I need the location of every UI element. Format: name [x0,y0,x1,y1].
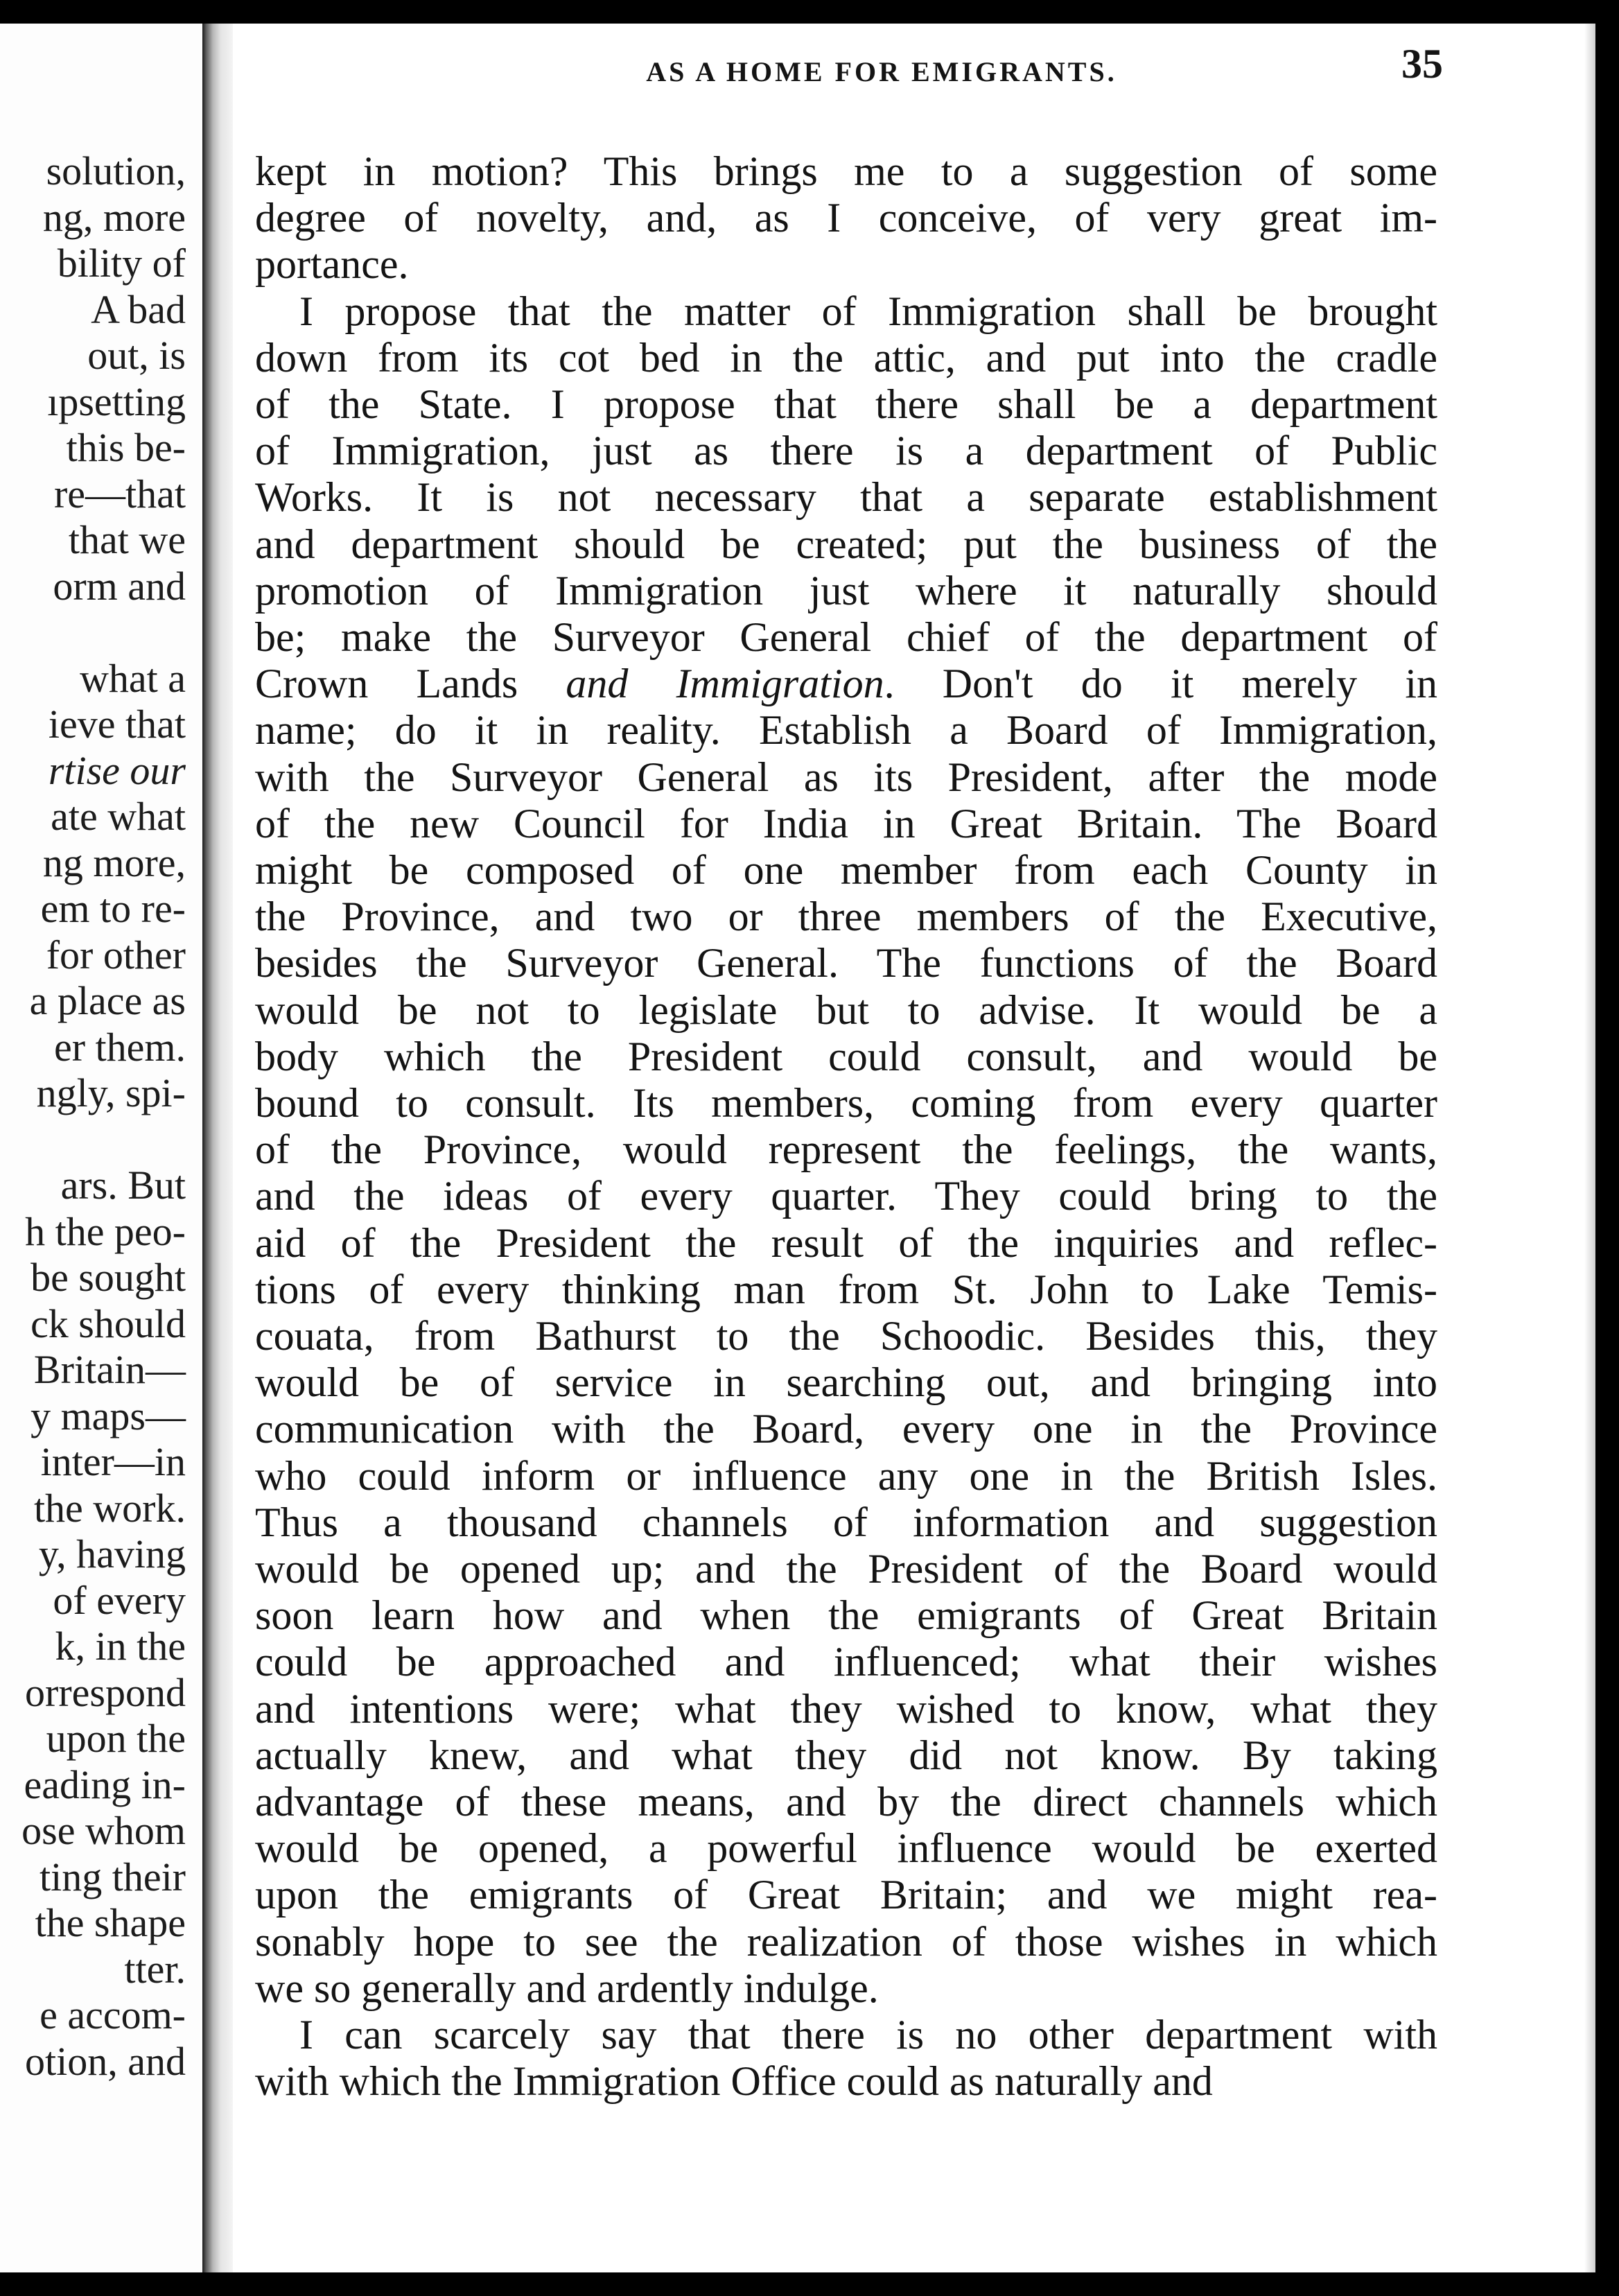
left-text-fragment: ıpsetting [47,379,186,424]
text-line: actually knew, and what they did not know. By taking [255,1732,1437,1778]
text-line: sonably hope to see the realization of those wishes in which [255,1918,1437,1965]
text-line: of Immigration, just as there is a department of Public [255,428,1437,474]
text-line: and the ideas of every quarter. They could bring to the [255,1173,1437,1219]
left-text-fragment: solution, [46,148,186,193]
left-text-fragment: h the peo- [25,1208,186,1254]
text-line: the Province, and two or three members of the Executive, [255,894,1437,940]
left-text-fragment: ng more, [42,840,186,885]
left-text-fragment: inter—in [40,1439,186,1484]
text-line: bound to consult. Its members, coming from every quarter [255,1080,1437,1126]
text-line: of the State. I propose that there shall be a department [255,381,1437,427]
text-line: tions of every thinking man from St. John to Lake Temis- [255,1266,1437,1312]
text-line: name; do it in reality. Establish a Board of Immigration, [255,707,1437,754]
left-text-fragment: ng, more [42,194,186,240]
text-line: we so generally and ardently indulge. [255,1965,879,2011]
text-line: would be opened, a powerful influence would be exerted [255,1825,1437,1872]
left-text-fragment: orrespond [25,1669,186,1715]
text-line: I propose that the matter of Immigration shall be brought [299,288,1437,334]
text-line: with which the Immigration Office could as naturally and [255,2058,1213,2105]
left-text-fragment: bility of [57,241,186,286]
text-line: would be of service in searching out, and bringing into [255,1359,1437,1406]
left-text-fragment: tter. [124,1946,186,1992]
left-text-fragment: A bad [91,286,186,332]
text-line: aid of the President the result of the inquiries and reflec- [255,1219,1437,1266]
text-line: Crown Lands and Immigration. Don't do it merely in [255,661,1437,707]
page-number: 35 [1401,41,1443,87]
left-text-fragment: ate what [51,794,186,839]
text-line: degree of novelty, and, as I conceive, of very great im- [255,195,1437,241]
text-line: Thus a thousand channels of information and suggestion [255,1499,1437,1545]
text-line: upon the emigrants of Great Britain; and we might rea- [255,1872,1437,1918]
left-text-fragment: ose whom [21,1808,186,1853]
text-line: and department should be created; put the business of the [255,521,1437,567]
text-line: of the new Council for India in Great Britain. The Board [255,800,1437,846]
left-text-fragment: a place as [29,978,186,1023]
left-text-fragment: y, having [38,1531,186,1576]
left-text-fragment: ngly, spi- [36,1070,186,1115]
left-text-fragment: the shape [35,1900,186,1945]
running-head: AS A HOME FOR EMIGRANTS. [646,56,1117,87]
text-line: might be composed of one member from each County in [255,847,1437,893]
left-text-fragment: Britain— [33,1347,186,1392]
text-line: could be approached and influenced; what their wishes [255,1639,1437,1685]
page-edge [1584,24,1595,2272]
text-line: communication with the Board, every one in the Province [255,1406,1437,1452]
text-line: be; make the Surveyor General chief of the department of [255,614,1437,660]
text-line: couata, from Bathurst to the Schoodic. Besides this, they [255,1313,1437,1359]
left-text-fragment: er them. [53,1024,186,1070]
text-line: portance. [255,241,409,288]
text-line: promotion of Immigration just where it naturally should [255,567,1437,614]
text-line: advantage of these means, and by the direct channels which [255,1779,1437,1825]
text-line: Works. It is not necessary that a separate establishment [255,474,1437,521]
text-line: soon learn how and when the emigrants of Great Britain [255,1592,1437,1639]
book-gutter [202,24,233,2272]
left-text-fragment: for other [46,932,186,977]
text-line: I can scarcely say that there is no other department with [299,2012,1437,2058]
left-text-fragment: this be- [66,425,186,470]
text-line: besides the Surveyor General. The functions of the Board [255,940,1437,986]
left-text-fragment: of every [53,1577,186,1623]
left-text-fragment: re—that [53,471,186,516]
left-text-fragment: the work. [33,1485,186,1531]
left-page-fragment [0,24,202,2272]
left-text-fragment: ars. But [60,1163,186,1208]
left-text-fragment: rtise our [48,747,186,793]
left-text-fragment: orm and [53,563,186,609]
left-text-fragment: otion, and [25,2038,186,2084]
left-text-fragment: be sought [30,1255,186,1300]
text-line: kept in motion? This brings me to a suggestion of some [255,148,1437,194]
text-line: who could inform or influence any one in the British Isles. [255,1452,1437,1499]
left-text-fragment: em to re- [40,886,186,931]
left-text-fragment: y maps— [30,1393,186,1438]
left-text-fragment: k, in the [55,1624,186,1669]
text-line: would be not to legislate but to advise. It would be a [255,986,1437,1033]
text-line: of the Province, would represent the feelings, the wants, [255,1127,1437,1173]
left-text-fragment: what a [80,655,186,701]
left-text-fragment: ting their [39,1854,186,1899]
left-text-fragment: that we [68,517,186,562]
left-text-fragment: upon the [46,1716,186,1761]
left-text-fragment: eading in- [24,1762,186,1807]
text-line: down from its cot bed in the attic, and put into the cradle [255,334,1437,381]
left-text-fragment: ck should [30,1301,186,1346]
left-text-fragment: ieve that [48,702,186,747]
left-text-fragment: e accom- [40,1992,186,2037]
text-line: would be opened up; and the President of the Board would [255,1546,1437,1592]
text-line: with the Surveyor General as its President, after the mode [255,754,1437,800]
text-line: and intentions were; what they wished to know, what they [255,1685,1437,1732]
text-line: body which the President could consult, and would be [255,1033,1437,1079]
left-text-fragment: out, is [87,333,186,378]
